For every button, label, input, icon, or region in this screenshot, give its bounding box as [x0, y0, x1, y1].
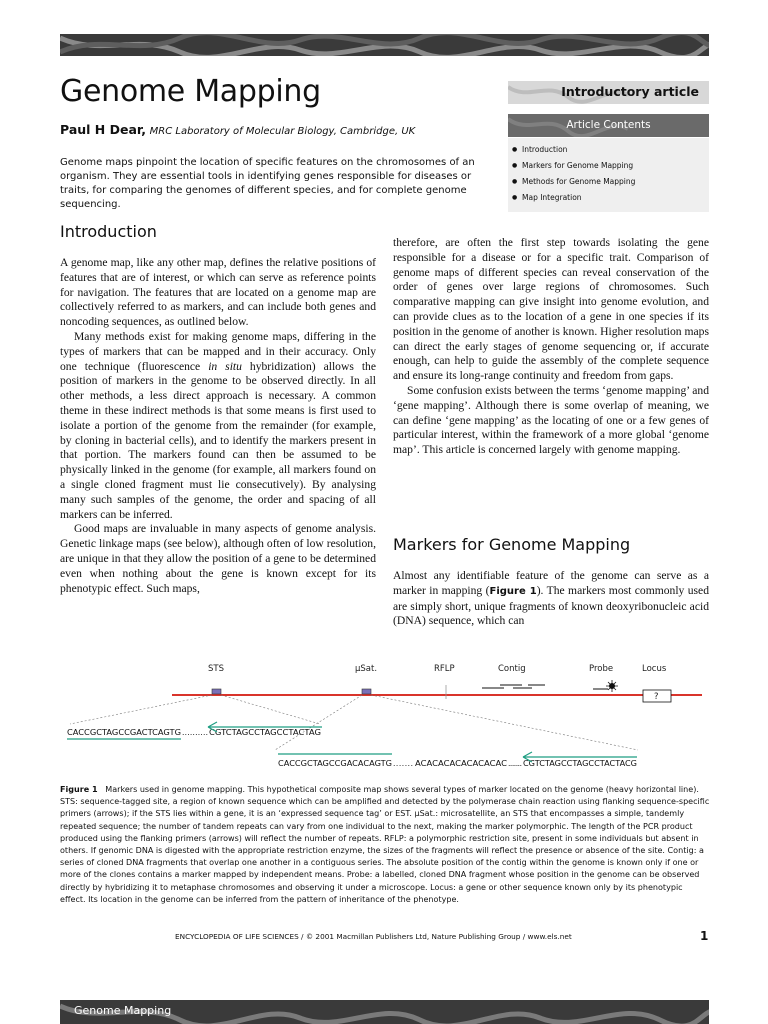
article-contents-list: [508, 138, 709, 212]
right-column-bottom: [393, 569, 709, 629]
microsat-sequence-gap: .......: [393, 759, 413, 768]
label-sts: STS: [208, 664, 224, 674]
paragraph-text: Almost any identifiable feature of the genome can serve as a marker in mapping (: [393, 569, 709, 597]
paragraph-text: hybridization) allows the position of markers in the genome to be observed directly. In all other methods, a less direct approach is necessary. A common theme in these indirect methods is that some means is first used to isolate a portion of the genome from the remainder (for example, by cloning in bacterial cells), and to identify the markers present in that portion. The markers found can then be assumed to be physically linked in the genome (for example, all markers found on a single cloned fragment must lie consecutively). By analysing many such samples of the genome, the order and spacing of all markers can be inferred.: [60, 359, 376, 521]
zoom-line: [371, 695, 638, 750]
paragraph: therefore, are often the first step towards isolating the gene responsible for a disease or for a specific trait. Comparison of genome maps of different species can reveal conservation of the order of genes over large regions of chromosomes. Such comparative mapping can give insight into genome evolution, and can provide clues as to the location of a gene in one species if its position in the genome of another is known. Higher resolution maps can direct the early stages of genome sequencing or, if accurate enough, can help to guide the assembly of the complete sequence and ensure its long-range continuity and freedom from gaps.: [393, 236, 709, 383]
figure-caption: [60, 784, 710, 906]
author-line: [60, 122, 415, 137]
zoom-line: [221, 695, 320, 724]
paragraph-text: ). The markers most commonly used are simply short, unique fragments of known deoxyribonucleic acid (DNA) sequence, which can: [393, 583, 709, 628]
microsat-sequence-gap: .......: [508, 759, 522, 768]
microsat-repeat: ACACACACACACACAC: [415, 759, 507, 768]
article-type-label: Introductory article: [561, 84, 699, 99]
paragraph: A genome map, like any other map, defines the relative positions of features that are of interest, or which can serve as reference points for navigation. The features that are located on a genome map are collectively referred to as markers, and can include both genes and noncoding sequences, as outlined below.: [60, 256, 376, 329]
contents-item-introduction[interactable]: ● Introduction: [508, 142, 709, 158]
dna-pattern-graphic: [60, 34, 709, 56]
article-contents-title: Article Contents: [566, 119, 651, 131]
paragraph: Good maps are invaluable in many aspects of genome analysis. Genetic linkage maps (see below), although often of low resolution, are unique in that they allow the position of a gene to be determined even when nothing about the gene is known except for its phenotypic effect. Such maps,: [60, 522, 376, 595]
paragraph: [393, 569, 709, 629]
zoom-line: [275, 695, 362, 750]
left-column: [60, 256, 376, 596]
figure-caption-text: Markers used in genome mapping. This hypothetical composite map shows several types of marker located on the genome (heavy horizontal line). STS: sequence-tagged site, a region of known sequence which can be amplified and detected by the polymerase chain reaction using flanking sequence-specific primers (arrows); if the STS lies within a gene, it is an ‘expressed sequence tag’ or EST.: [60, 785, 710, 819]
footer-decorative-band: [60, 1000, 709, 1024]
microsat-sequence-left: CACCGCTAGCCGACACAGTG: [278, 759, 393, 768]
article-type-box: [508, 81, 709, 104]
label-probe: Probe: [589, 664, 614, 674]
author-affiliation: MRC Laboratory of Molecular Biology, Cambridge, UK: [149, 126, 416, 137]
section-heading-introduction: Introduction: [60, 222, 157, 241]
figure-caption-text: µSat.: microsatellite, an STS that encompasses a simple, tandemly repeated sequence; the number of tandem repeats can vary from one individual to the next, making the marker polymorphic. The length of the PCR product produced using the flanking primers (arrows) will reflect the number of repeats. RFLP: a polymorphic restriction site, present in some individuals but absent in others. If genomic DNA is digested with the appropriate restriction enzyme, the sizes of the fragments will reflect the presence or absence of the site. Contig: a series of cloned DNA fragments that overlap one another in a contiguous series. The absolute position of the contig within the genome is known only if one or more of the clones contains a marker mapped by independent means. Probe: a labelled, cloned DNA fragment whose position in the genome can be observed directly by hybridizing it to metaphase chromosomes and observing it under a microscope. Locus: a gene or other sequence known only by its phenotypic effect. Its location in the genome can be inferred from the pattern of inheritance of the phenotype.: [60, 809, 704, 904]
section-heading-markers: Markers for Genome Mapping: [393, 535, 631, 554]
sts-marker: [212, 689, 221, 694]
zoom-line: [70, 695, 212, 724]
figure-reference-link[interactable]: Figure 1: [489, 585, 537, 597]
author-name: Paul H Dear,: [60, 122, 146, 137]
label-locus: Locus: [642, 664, 667, 674]
microsatellite-marker: [362, 689, 371, 694]
article-title: Genome Mapping: [60, 74, 321, 109]
right-column-top: [393, 236, 709, 458]
paragraph-text: Many methods exist for making genome maps, differing in the types of markers that can be mapped and in their accuracy. Only one technique (fluorescence: [60, 329, 376, 373]
sts-sequence-left: CACCGCTAGCCGACTCAGTG: [67, 728, 182, 737]
next-page-running-title: Genome Mapping: [74, 1004, 172, 1017]
paragraph: Some confusion exists between the terms ‘genome mapping’ and ‘gene mapping’. Although there is some overlap of meaning, we can define ‘gene mapping’ as the locating of one or a few genes of particular interest, within the framework of a more global ‘genome map’. This article is concerned largely with genome mapping.: [393, 383, 709, 457]
article-contents-header: [508, 114, 709, 137]
label-rflp: RFLP: [434, 664, 455, 674]
label-contig: Contig: [498, 664, 526, 674]
figure-1-diagram: [60, 655, 710, 775]
contents-item-methods[interactable]: ● Methods for Genome Mapping: [508, 174, 709, 190]
sts-sequence-gap: ..........: [182, 728, 208, 737]
microsat-sequence-right: CGTCTAGCCTAGCCTACTACG: [523, 759, 638, 768]
italic-term: in situ: [208, 359, 242, 373]
label-microsatellite: µSat.: [355, 664, 378, 674]
paragraph: [60, 330, 376, 522]
contents-item-map-integration[interactable]: ● Map Integration: [508, 190, 709, 206]
page-number: 1: [700, 929, 709, 943]
sts-sequence-right: CGTCTAGCCTAGCCTACTAG: [209, 728, 322, 737]
probe-burst-icon: [606, 680, 618, 692]
figure-caption-label: Figure 1: [60, 785, 98, 794]
abstract: Genome maps pinpoint the location of specific features on the chromosomes of an organism. They are essential tools in identifying genes responsible for diseases or traits, for comparing the genomes of different species, and for complete genome sequencing.: [60, 157, 475, 210]
locus-question-mark: ?: [654, 692, 659, 702]
header-decorative-band: [60, 34, 709, 56]
running-footer: ENCYCLOPEDIA OF LIFE SCIENCES / © 2001 Macmillan Publishers Ltd, Nature Publishing Group / www.els.net: [175, 932, 572, 941]
contents-item-markers[interactable]: ● Markers for Genome Mapping: [508, 158, 709, 174]
